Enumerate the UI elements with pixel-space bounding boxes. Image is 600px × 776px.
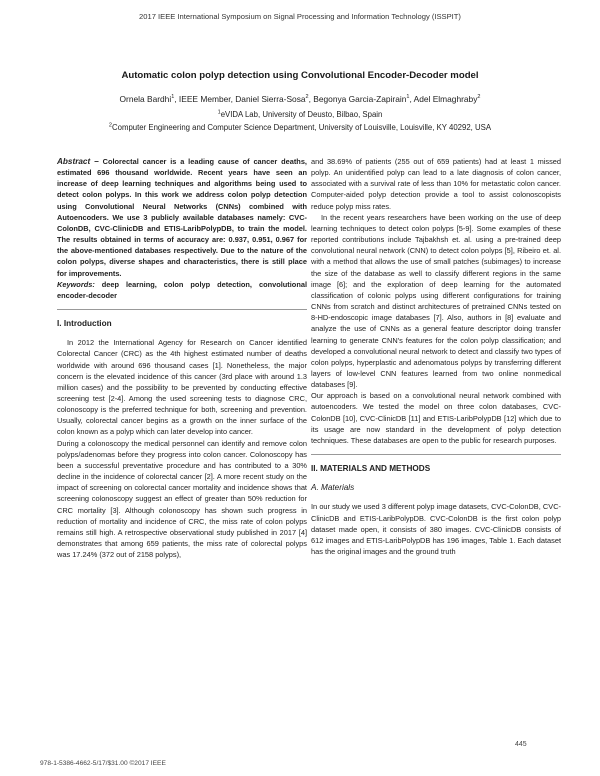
keywords-label: Keywords: bbox=[57, 279, 95, 289]
affil-text: eVIDA Lab, University of Deusto, Bilbao, Spain bbox=[220, 110, 383, 119]
section-heading-introduction: I. Introduction bbox=[57, 319, 112, 329]
author-name: , Adel Elmaghraby bbox=[409, 94, 478, 104]
left-column bbox=[57, 156, 307, 560]
paragraph: Our approach is based on a convolutional neural network combined with autoencoders. We tested the model on three colon databases, CVC-ColonDB [10], CVC-ClinicDB [11] and ETIS-LaribPolypDB [12] which due to its usage are now standard in the development of polyp detection techniques. These databases are open to the public for research purposes. bbox=[311, 391, 561, 445]
author-affil-mark: 2 bbox=[305, 94, 309, 101]
section-divider bbox=[311, 454, 561, 455]
author-affil-mark: 2 bbox=[477, 94, 481, 101]
affil-mark: 2 bbox=[108, 122, 112, 129]
section-heading-methods: II. MATERIALS AND METHODS bbox=[311, 464, 431, 474]
author-name: , IEEE Member, Daniel Sierra-Sosa bbox=[174, 94, 306, 104]
affil-text: Computer Engineering and Computer Science Department, University of Louisville, Louisville, KY 40292, USA bbox=[111, 123, 492, 132]
author-line bbox=[0, 94, 600, 104]
paragraph: During a colonoscopy the medical personnel can identify and remove colon polyps/adenomas before they progress into colon cancer. Colonoscopy has been a successful preventative procedure and has contributed to a 30% decline in the incidence of colorectal cancer [2]. A more recent study on the impact of screening on colorectal cancer mortality and incidence shows that screening colonoscopy suggest an effect of greater than 50% reduction for CRC mortality [3]. Although colonoscopy has shown such progress in reduction of mortality and incidence of CRC, the miss rate of colon polyps remains still high. A retrospective observational study published in 2017 [4] demonstrates that among 659 patients, the miss rate of colorectal polyps was 17.24% (372 out of 2158 polyps), bbox=[57, 438, 307, 560]
paragraph: In 2012 the International Agency for Research on Cancer identified Colorectal Cancer (CRC) as the 4th highest estimated number of deaths worldwide with around 696 thousand cases [1]. Nonetheless, the major concern is the elevated incidence of this cancer (3rd place with around 1.3 million cases) and the possibility to be prevented by conducting effective screening test [2-4]. Among the used screening tests to diagnose CRC, colonoscopy is the preferred technique for both, screening and prevention. Usually, colorectal cancer begins as a growth on the inner surface of the colon known as a polyp which can later develop into cancer. bbox=[57, 338, 307, 437]
copyright-footer: 978-1-5386-4662-5/17/$31.00 ©2017 IEEE bbox=[40, 760, 166, 767]
abstract-text: Colorectal cancer is a leading cause of cancer deaths, estimated 696 thousand worldwide. Recent years have seen an increase of deep learning techniques and algorithms being used to detect colon polyps. In this work we address colon polyp detection using Convolutional Neural Networks (CNNs) combined with Autoencoders. We use 3 publicly available databases namely: CVC-ColonDB, CVC-ClinicDB and ETIS-LaribPolypDB, to train the model. The results obtained in terms of accuracy are: 0.937, 0.951, 0.967 for the above-mentioned databases respectively. Due to the nature of the colon polyps, diverse shapes and characteristics, there is still place for improvements. bbox=[57, 157, 307, 278]
conference-header: 2017 IEEE International Symposium on Signal Processing and Information Technology (ISSPIT) bbox=[139, 12, 461, 21]
page-number: 445 bbox=[515, 741, 527, 748]
affiliation-2 bbox=[0, 123, 600, 132]
author-name: Ornela Bardhi bbox=[119, 94, 172, 104]
paragraph: In the recent years researchers have been working on the use of deep learning techniques to detect colon polyps [5-9]. Some examples of these reported contributions include Tajbakhsh et. al. using a pre-trained deep convolutional neural network (CNN) to detect colon polyps [5], Ribeiro et. al. with a method that allows the use of small patches (subimages) to increase the size of the database as well to classify different regions in the same image [6]; and the exploration of deep learning for the automated classification of colonic polyps using different configurations for training CNNs from scratch and distinct architectures of pretrained CNNs tested on 8-HD-endoscopic image databases [7]. Also, authors in [8] evaluate and analyze the use of CNNs as a general feature descriptor doing transfer learning to generate CNN's features for the colon polyp classification; and developed a convolutional neural network to detect and classify two types of colon polyps, hyperplastic and adenomatous polyps by transferring different layers of low-level CNN features learned from two online nonmedical databases [9]. bbox=[311, 212, 561, 390]
author-name: , Begonya Garcia-Zapirain bbox=[308, 94, 407, 104]
abstract bbox=[57, 156, 307, 279]
author-affil-mark: 1 bbox=[171, 94, 175, 101]
affil-mark: 1 bbox=[217, 109, 221, 116]
paper-title: Automatic colon polyp detection using Convolutional Encoder-Decoder model bbox=[121, 70, 479, 81]
author-affil-mark: 1 bbox=[406, 94, 410, 101]
abstract-label: Abstract – bbox=[57, 157, 99, 166]
right-column bbox=[311, 156, 561, 557]
affiliation-1 bbox=[0, 110, 600, 119]
subsection-heading-materials: A. Materials bbox=[311, 483, 355, 493]
paragraph: In our study we used 3 different polyp image datasets, CVC-ColonDB, CVC-ClinicDB and ETIS-LaribPolypDB. CVC-ColonDB is the first colon polyp dataset made open, it consists of 380 images. CVC-ClinicDB consists of 612 images and ETIS-LaribPolypDB has 196 images, Table 1. Each dataset has the original images and the ground truth bbox=[311, 502, 561, 556]
section-divider bbox=[57, 309, 307, 310]
paragraph: and 38.69% of patients (255 out of 659 patients) had at least 1 missed polyp. An unidentified polyp can lead to a late diagnosis of colon cancer, associated with a survival rate of less than 10% for metastatic colon cancer. Computer-aided polyp detection provide a tool to assist colonoscopists reduce polyp miss rates. bbox=[311, 157, 561, 211]
keywords bbox=[57, 279, 307, 301]
keywords-text: deep learning, colon polyp detection, convolutional encoder-decoder bbox=[57, 279, 307, 300]
